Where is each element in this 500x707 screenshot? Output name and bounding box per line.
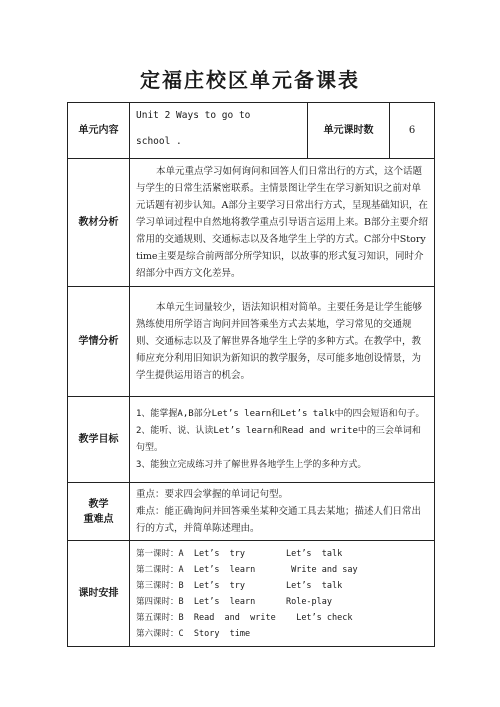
unit-label: 单元内容 bbox=[68, 103, 130, 159]
schedule-item: 第四课时：B Let’s learn Role-play bbox=[136, 596, 333, 607]
key-label-line2: 重难点 bbox=[83, 513, 114, 525]
goals-cell bbox=[130, 397, 435, 483]
schedule-cell bbox=[130, 541, 435, 647]
goals-label: 教学目标 bbox=[68, 397, 130, 483]
students-label: 学情分析 bbox=[68, 287, 130, 397]
key-label-line1: 教学 bbox=[88, 498, 109, 510]
unit-value bbox=[130, 103, 308, 159]
unit-value-line2: school . bbox=[136, 136, 182, 147]
lesson-plan-table bbox=[67, 102, 435, 647]
schedule-label: 课时安排 bbox=[68, 541, 130, 647]
schedule-item: 第五课时：B Read and write Let’s check bbox=[136, 612, 353, 623]
unit-hours-label: 单元课时数 bbox=[308, 103, 390, 159]
goal-item: 3、能独立完成练习并了解世界各地学生上学的多种方式。 bbox=[136, 459, 367, 470]
key-label bbox=[68, 483, 130, 541]
key-difficulty-text: 难点：能正确询问并回答乘坐某种交通工具去某地；描述人们日常出行的方式，并简单陈述理由。 bbox=[136, 506, 422, 534]
schedule-item: 第三课时：B Let’s try Let’s talk bbox=[136, 580, 343, 591]
key-row bbox=[68, 483, 435, 541]
material-analysis-cell bbox=[130, 159, 435, 287]
unit-value-line1: Unit 2 Ways to go to bbox=[136, 110, 251, 121]
material-label: 教材分析 bbox=[68, 159, 130, 287]
key-focus-text: 重点：要求四会掌握的单词记句型。 bbox=[136, 489, 289, 500]
goal-item: 1、能掌握A,B部分Let’s learn和Let’s talk中的四会短语和句子。 bbox=[136, 408, 425, 419]
unit-hours-value: 6 bbox=[390, 103, 435, 159]
unit-row bbox=[68, 103, 435, 159]
students-analysis-cell bbox=[130, 287, 435, 397]
schedule-item: 第二课时：A Let’s learn Write and say bbox=[136, 564, 358, 575]
material-analysis-text: 本单元重点学习如何询问和回答人们日常出行的方式，这个话题与学生的日常生活紧密联系。主情景图让学生在学习新知识之前对单元话题有初步认知。A部分主要学习日常出行方式，呈现基础知识，在学习单词过程中自然地将教学重点引导语言运用上来。B部分主要介绍常用的交通规则、交通标志以及各地学生上学的方式。C部分中Story time主要是综合前两部分所学知识，以故事的形式复习知识，同时介绍部分中西方文化差异。 bbox=[136, 166, 428, 279]
goals-row bbox=[68, 397, 435, 483]
material-row bbox=[68, 159, 435, 287]
students-analysis-text: 本单元生词量较少，语法知识相对简单。主要任务是让学生能够熟练使用所学语言询问并回答乘坐方式去某地，学习常见的交通规则、交通标志以及了解世界各地学生上学的多种方式。在教学中，教师应充分利用旧知识为新知识的教学服务，尽可能多地创设情景，为学生提供运用语言的机会。 bbox=[136, 302, 423, 381]
key-cell bbox=[130, 483, 435, 541]
page-title: 定福庄校区单元备课表 bbox=[140, 68, 360, 92]
schedule-item: 第六课时：C Story time bbox=[136, 628, 251, 639]
schedule-item: 第一课时：A Let’s try Let’s talk bbox=[136, 548, 343, 559]
students-row bbox=[68, 287, 435, 397]
schedule-row bbox=[68, 541, 435, 647]
goal-item: 2、能听、说、认读Let’s learn和Read and write中的三会单词和句型。 bbox=[136, 425, 421, 453]
